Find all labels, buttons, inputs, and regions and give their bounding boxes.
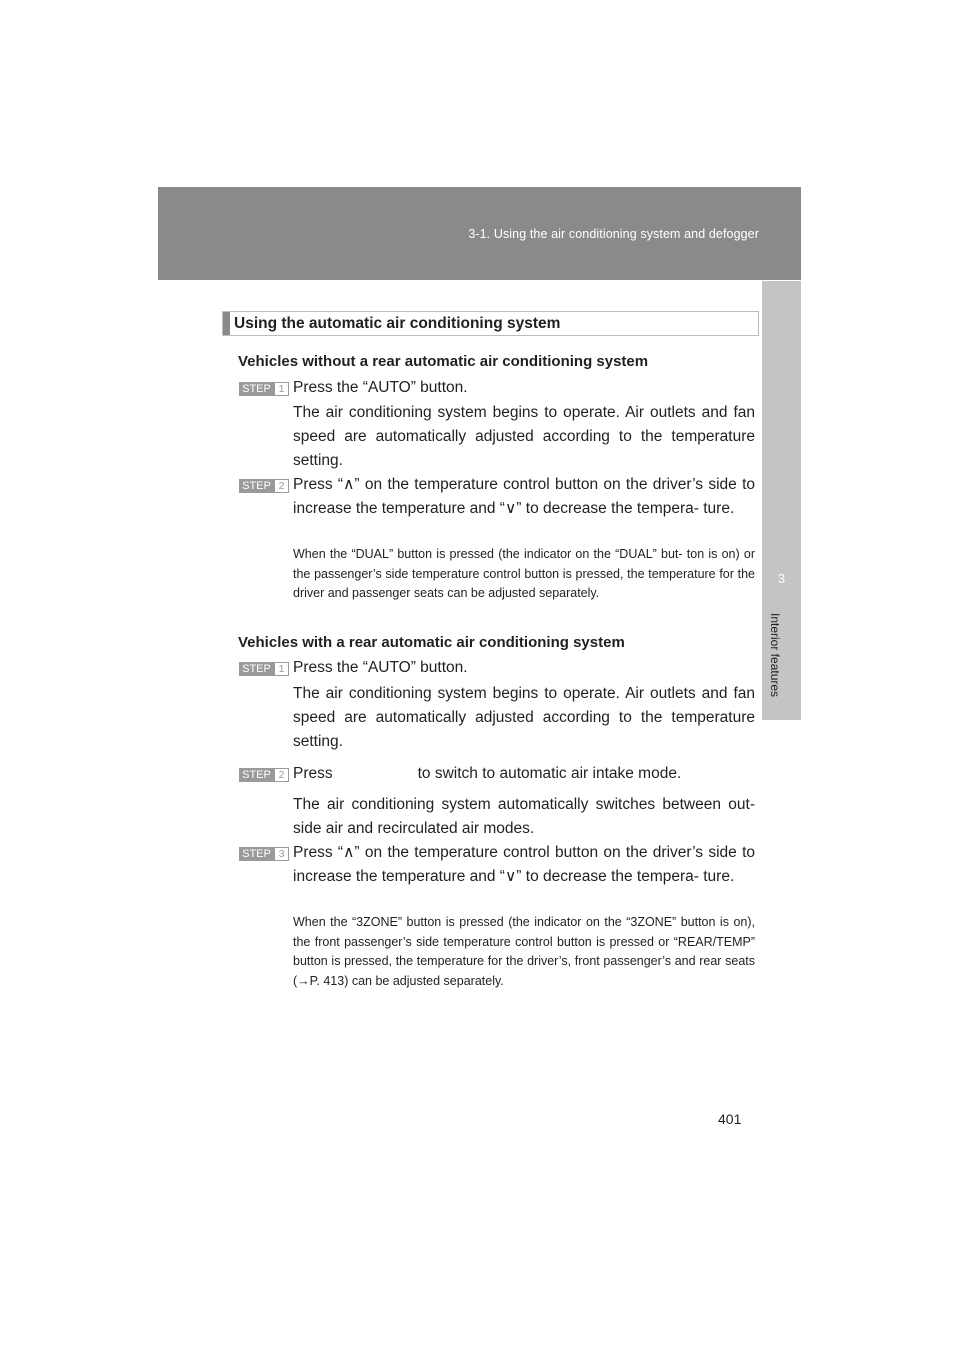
chapter-side-tab <box>762 281 801 720</box>
step-3b-note: When the “3ZONE” button is pressed (the indicator on the “3ZONE” button is on), the front passenger’s side temperature control button is pressed or “REAR/TEMP” button is pressed, the temperature for the driver’s, front passenger’s and rear seats (→P. 413) can be adjusted separately. <box>293 915 755 988</box>
section-heading-bar <box>223 312 230 335</box>
page-number: 401 <box>718 1111 742 1127</box>
step-badge-1b: STEP 1 <box>239 662 289 676</box>
subheading-with-rear: Vehicles with a rear automatic air conditioning system <box>238 634 625 651</box>
step-2b-text-a: Press <box>293 765 333 782</box>
step-2-text: Press “∧” on the temperature control button on the driver’s side to increase the temperature and “∨” to decrease the tempera- ture. <box>293 476 755 517</box>
step-1b-detail: The air conditioning system begins to operate. Air outlets and fan speed are automatically adjusted according to the temperature setting. <box>293 685 755 750</box>
step-3b-text: Press “∧” on the temperature control button on the driver’s side to increase the temperature and “∨” to decrease the tempera- ture. <box>293 844 755 885</box>
chapter-label: Interior features <box>768 613 782 698</box>
header-title: 3-1. Using the air conditioning system and defogger <box>468 227 759 241</box>
chapter-number: 3 <box>777 571 786 586</box>
section-heading-text: Using the automatic air conditioning system <box>234 315 561 332</box>
step-2b-detail: The air conditioning system automatically switches between out- side air and recirculated air modes. <box>293 796 755 837</box>
step-1-detail: The air conditioning system begins to operate. Air outlets and fan speed are automatically adjusted according to the temperature setting. <box>293 404 755 469</box>
header-band <box>158 187 801 280</box>
step-2b-text <box>293 762 755 786</box>
subheading-without-rear: Vehicles without a rear automatic air conditioning system <box>238 353 649 370</box>
step-badge-2b: STEP 2 <box>239 768 289 782</box>
step-badge-3b: STEP 3 <box>239 847 289 861</box>
step-1-text: Press the “AUTO” button. <box>293 379 468 396</box>
step-badge-1: STEP 1 <box>239 382 289 396</box>
step-2-note: When the “DUAL” button is pressed (the indicator on the “DUAL” but- ton is on) or the passenger’s side temperature control button is pressed, the temperature for the driver and passenger seats can be adjusted separately. <box>293 547 755 600</box>
section-heading <box>222 311 759 336</box>
step-badge-2: STEP 2 <box>239 479 289 493</box>
step-1b-text: Press the “AUTO” button. <box>293 659 468 676</box>
step-2b-text-b: to switch to automatic air intake mode. <box>417 765 682 782</box>
